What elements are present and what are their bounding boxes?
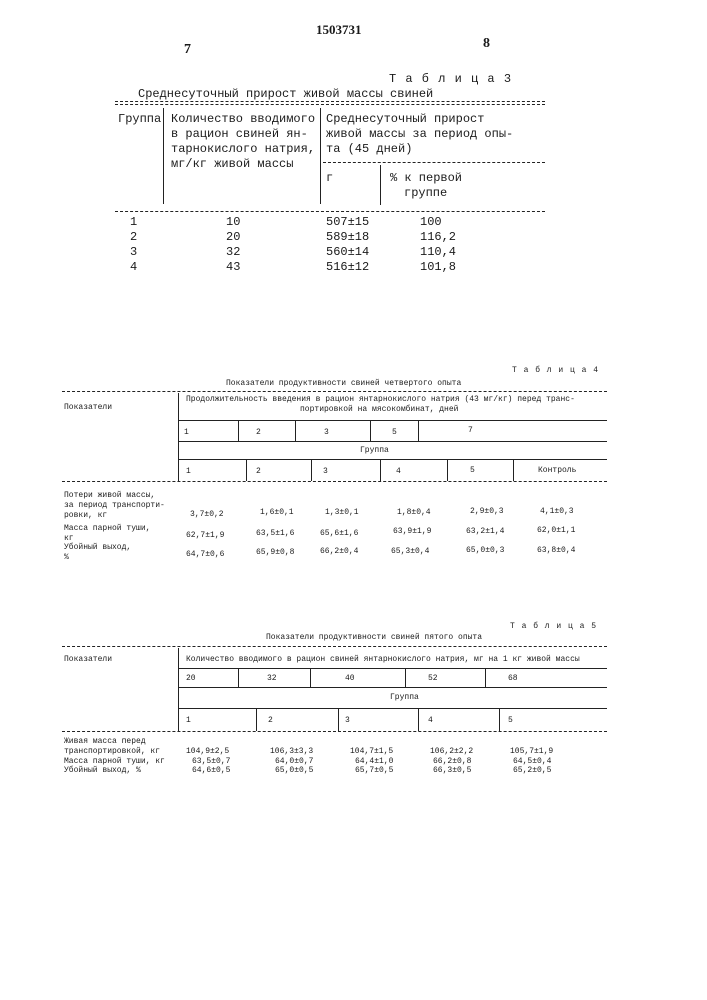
table-5-cell: 63,5±0,7 [192, 757, 230, 767]
table-5-col-indicator: Показатели [64, 655, 112, 665]
table-5-cell: 64,6±0,5 [192, 766, 230, 776]
table-5-row-label-1: Живая масса перед транспортировкой, кг [64, 737, 160, 757]
table-5-rule-amounts [178, 668, 607, 669]
table-5-cell: 64,5±0,4 [513, 757, 551, 767]
table-4-row-label-2: Масса парной туши, кг [64, 524, 150, 544]
table-4-duration-header: Продолжительность введения в рацион янтарнокислого натрия (43 мг/кг) перед транс- портировкой на мясокомбинат, дней [186, 395, 575, 415]
table-4-cell: 63,5±1,6 [256, 529, 294, 539]
table-4-group-label: Группа [360, 446, 389, 456]
table-4-cell: 65,6±1,6 [320, 529, 358, 539]
table-5-amount-5: 68 [508, 674, 518, 684]
table-5-group-5: 5 [508, 716, 513, 726]
table-4-cell: 65,9±0,8 [256, 548, 294, 558]
table-5-cell: 65,2±0,5 [513, 766, 551, 776]
table-4-col-indicator: Показатели [64, 403, 112, 413]
table-5-group-3: 3 [345, 716, 350, 726]
table-3-top-rule [115, 101, 545, 102]
table-5-top-rule [62, 646, 607, 647]
table-4-group-2: 2 [256, 467, 261, 477]
table-4-dur-divider-4 [418, 420, 419, 441]
table-4-group-4: 4 [396, 467, 401, 477]
table-3-top-rule-2 [115, 104, 545, 105]
table-4-cell: 62,7±1,9 [186, 531, 224, 541]
table-4-top-rule [62, 391, 607, 392]
table-5-amt-divider-2 [310, 668, 311, 687]
table-5-rule-group [178, 687, 607, 688]
table-5-amount-header: Количество вводимого в рацион свиней янтарнокислого натрия, мг на 1 кг живой массы [186, 655, 580, 665]
table-3-title: Среднесуточный прирост живой массы свиней [138, 87, 433, 102]
table-5-cell: 66,3±0,5 [433, 766, 471, 776]
table-5-grp-divider-1 [256, 708, 257, 731]
table-4-grp-divider-1 [246, 459, 247, 481]
table-5-group-1: 1 [186, 716, 191, 726]
table-5-amount-3: 40 [345, 674, 355, 684]
table-5-cell: 104,9±2,5 [186, 747, 229, 757]
table-5-title: Показатели продуктивности свиней пятого опыта [266, 633, 482, 643]
table-3-col-group: Группа [118, 112, 161, 127]
page-number-left: 7 [184, 42, 191, 58]
table-4-cell: 1,6±0,1 [260, 508, 294, 518]
table-4-cell: 65,0±0,3 [466, 546, 504, 556]
table-4-group-5: 5 [470, 466, 475, 476]
table-4-cell: 1,8±0,4 [397, 508, 431, 518]
table-3-sub-percent: % к первой группе [390, 171, 462, 201]
table-5-rule-groups [178, 708, 607, 709]
table-3-sub-grams: г [326, 171, 333, 186]
table-5-amount-4: 52 [428, 674, 438, 684]
table-3-header-bottom-rule [115, 211, 545, 212]
table-4-grp-divider-3 [380, 459, 381, 481]
table-3-amounts: 10 20 32 43 [226, 215, 240, 275]
table-4-rule-group [178, 441, 607, 442]
table-5-amount-1: 20 [186, 674, 196, 684]
table-4-cell: 3,7±0,2 [190, 510, 224, 520]
table-4-header-bottom-rule [62, 481, 607, 482]
table-3-col-gain: Среднесуточный прирост живой массы за период опы- та (45 дней) [326, 112, 513, 157]
table-4-grp-divider-4 [447, 459, 448, 481]
table-3-divider-3 [380, 165, 381, 205]
table-4-dur-divider-3 [370, 420, 371, 441]
table-5-cell: 65,7±0,5 [355, 766, 393, 776]
table-4-title: Показатели продуктивности свиней четвертого опыта [226, 379, 461, 389]
table-5-cell: 104,7±1,5 [350, 747, 393, 757]
table-5-cell: 106,2±2,2 [430, 747, 473, 757]
table-4-duration-4: 5 [392, 428, 397, 438]
table-4-group-1: 1 [186, 467, 191, 477]
table-4-cell: 1,3±0,1 [325, 508, 359, 518]
table-4-row-label-3: Убойный выход, % [64, 543, 131, 563]
table-4-cell: 63,8±0,4 [537, 546, 575, 556]
table-4-duration-5: 7 [468, 426, 473, 436]
table-5-amount-2: 32 [267, 674, 277, 684]
table-3-divider-1 [163, 108, 164, 204]
table-4-cell: 64,7±0,6 [186, 550, 224, 560]
table-5-row-label-3: Убойный выход, % [64, 766, 141, 776]
table-4-dur-divider-2 [295, 420, 296, 441]
table-5-cell: 66,2±0,8 [433, 757, 471, 767]
table-5-indicator-divider [178, 648, 179, 731]
table-5-group-4: 4 [428, 716, 433, 726]
table-4-rule-groups [178, 459, 607, 460]
table-3-divider-2 [320, 108, 321, 204]
table-3-percents: 100 116,2 110,4 101,8 [420, 215, 456, 275]
table-3-col-amount: Количество вводимого в рацион свиней ян- тарнокислого натрия, мг/кг живой массы [171, 112, 315, 172]
table-4-label: Т а б л и ц а 4 [512, 366, 599, 376]
table-4-cell: 62,0±1,1 [537, 526, 575, 536]
table-5-cell: 64,4±1,0 [355, 757, 393, 767]
table-4-cell: 63,9±1,9 [393, 527, 431, 537]
table-4-rule-durations [178, 420, 607, 421]
table-4-duration-3: 3 [324, 428, 329, 438]
table-4-cell: 66,2±0,4 [320, 547, 358, 557]
table-5-row-label-2: Масса парной туши, кг [64, 757, 165, 767]
table-5-amt-divider-4 [485, 668, 486, 687]
table-4-grp-divider-2 [311, 459, 312, 481]
table-4-duration-2: 2 [256, 428, 261, 438]
table-4-group-control: Контроль [538, 466, 576, 476]
table-5-amt-divider-1 [238, 668, 239, 687]
table-4-cell: 2,9±0,3 [470, 507, 504, 517]
table-4-cell: 4,1±0,3 [540, 507, 574, 517]
table-5-cell: 106,3±3,3 [270, 747, 313, 757]
table-5-cell: 65,0±0,5 [275, 766, 313, 776]
table-3-grams: 507±15 589±18 560±14 516±12 [326, 215, 369, 275]
table-3-groups: 1 2 3 4 [130, 215, 137, 275]
table-4-dur-divider-1 [238, 420, 239, 441]
table-5-group-2: 2 [268, 716, 273, 726]
table-4-row-label-1: Потери живой массы, за период транспорти- ровки, кг [64, 491, 165, 521]
table-5-grp-divider-4 [499, 708, 500, 731]
table-3-subheader-rule [323, 162, 545, 163]
table-5-grp-divider-3 [418, 708, 419, 731]
table-4-cell: 65,3±0,4 [391, 547, 429, 557]
table-5-header-bottom-rule [62, 731, 607, 732]
table-5-grp-divider-2 [338, 708, 339, 731]
table-5-group-label: Группа [390, 693, 419, 703]
table-4-cell: 63,2±1,4 [466, 527, 504, 537]
table-5-label: Т а б л и ц а 5 [510, 622, 597, 632]
table-5-amt-divider-3 [405, 668, 406, 687]
patent-number: 1503731 [316, 22, 362, 38]
table-4-duration-1: 1 [184, 428, 189, 438]
table-3-label: Т а б л и ц а 3 [389, 72, 512, 87]
page-number-right: 8 [483, 36, 490, 52]
table-4-grp-divider-5 [513, 459, 514, 481]
table-4-indicator-divider [178, 393, 179, 481]
table-5-cell: 64,0±0,7 [275, 757, 313, 767]
table-5-cell: 105,7±1,9 [510, 747, 553, 757]
table-4-group-3: 3 [323, 467, 328, 477]
